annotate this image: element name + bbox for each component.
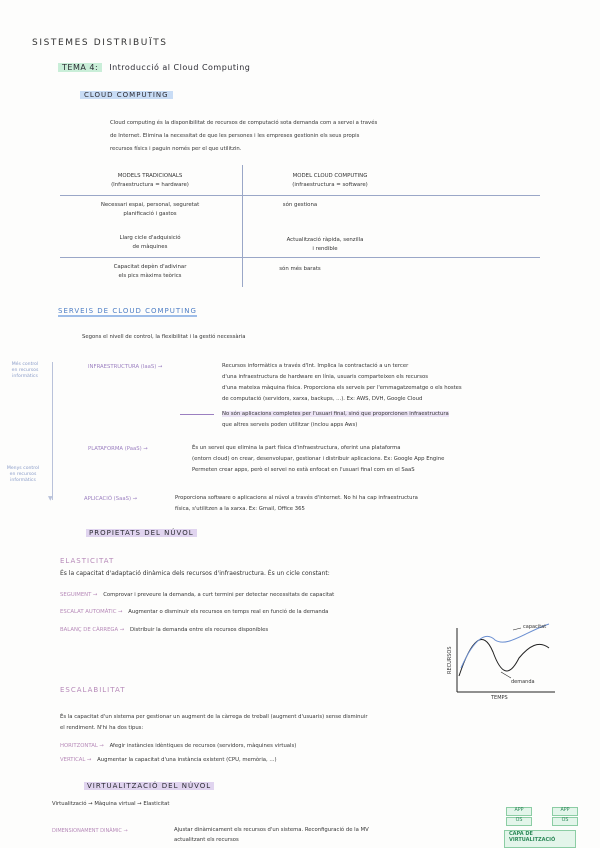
escal-def-line: el rendiment. N'hi ha dos tipus: bbox=[60, 725, 144, 731]
dim-line: Ajustar dinàmicament els recursos d'un sistema. Reconfiguració de la MV bbox=[174, 827, 369, 833]
table-cell bbox=[60, 234, 240, 252]
cloud-def-line: Cloud computing és la disponibilitat de recursos de computació sota demanda com a servei a través bbox=[110, 120, 378, 126]
table-cell bbox=[60, 263, 240, 281]
virtualitzacio-line: Virtualització → Màquina virtual → Elasticitat bbox=[52, 801, 170, 807]
table-cell bbox=[245, 265, 355, 274]
cell-line: i rendible bbox=[312, 246, 338, 252]
table-cell bbox=[260, 236, 390, 254]
paas-line: (entorn cloud) on crear, desenvolupar, gestionar i distribuir aplicacions. Ex: Google App Engine bbox=[192, 456, 445, 462]
saas-line: Proporciona software o aplicacions al núvol a través d'internet. No hi ha cap infraestructura bbox=[175, 495, 418, 501]
side-note-line: en recursos bbox=[9, 472, 37, 477]
escal-def-line: És la capacitat d'un sistema per gestionar un augment de la càrrega de treball (augment d'usuaris) sense disminuir bbox=[60, 714, 368, 720]
tema-heading bbox=[58, 63, 250, 72]
dimensionament-label: DIMENSIONAMENT DINÀMIC → bbox=[52, 828, 128, 834]
iaas-note-line: No són aplicacions completes per l'usuari final, sinó que proporcionen infraestructura bbox=[222, 411, 449, 417]
paas-label: PLATAFORMA (PaaS) → bbox=[88, 446, 148, 452]
iaas-note-arrow bbox=[180, 414, 214, 415]
chart-xlabel: TEMPS bbox=[491, 695, 508, 700]
propietats-heading-text: PROPIETATS DEL NÚVOL bbox=[86, 529, 197, 537]
escal-item-label: HORITZONTAL → bbox=[60, 743, 104, 749]
iaas-label: INFRAESTRUCTURA (IaaS) → bbox=[88, 364, 163, 370]
paas-line: Permeten crear apps, però el servei no està enfocat en l'usuari final com en el SaaS bbox=[192, 467, 415, 473]
table-header-divider bbox=[60, 195, 540, 196]
cell-line: Llarg cicle d'adquisició bbox=[119, 235, 181, 241]
cloud-def-line: recursos físics i paguin només per el que utilitzin. bbox=[110, 146, 242, 152]
table-row-divider bbox=[60, 257, 540, 258]
elasticitat-item-label: BALANÇ DE CÀRREGA → bbox=[60, 627, 125, 633]
header-line: (Infraestructura = hardware) bbox=[111, 182, 189, 188]
virtualitzacio-heading-text: VIRTUALITZACIÓ DEL NÚVOL bbox=[84, 782, 214, 790]
cloud-heading bbox=[80, 91, 173, 99]
iaas-note bbox=[222, 409, 592, 431]
os-box: OS bbox=[506, 817, 532, 826]
escal-item-label: VERTICAL → bbox=[60, 757, 92, 763]
elasticitat-item-label: ESCALAT AUTOMÀTIC → bbox=[60, 609, 123, 615]
cloud-heading-text: CLOUD COMPUTING bbox=[80, 91, 173, 99]
side-note-more-control bbox=[2, 362, 48, 380]
saas-label: APLICACIÓ (SaaS) → bbox=[84, 496, 138, 502]
demand-pointer bbox=[501, 672, 511, 678]
side-note-line: informàtics bbox=[10, 478, 36, 483]
app-box: APP bbox=[506, 807, 532, 816]
elasticitat-item-text: Distribuir la demanda entre els recursos disponibles bbox=[129, 627, 269, 633]
cell-line: són més barats bbox=[279, 266, 321, 272]
table-header-traditional bbox=[60, 172, 240, 190]
tema-label: TEMA 4: bbox=[58, 63, 102, 72]
virtualitzacio-heading bbox=[84, 782, 214, 790]
escalabilitat-item bbox=[60, 740, 600, 753]
saas-description bbox=[175, 493, 595, 515]
paas-description bbox=[192, 443, 592, 476]
iaas-description bbox=[222, 361, 592, 405]
iaas-line: d'una mateixa màquina física. Proporciona els serveis per l'emmagatzematge o els hostes bbox=[222, 385, 462, 391]
cell-line: els pics màxims teòrics bbox=[118, 273, 182, 279]
elasticitat-definition: És la capacitat d'adaptació dinàmica dels recursos d'infraestructura. És un cicle constant: bbox=[60, 570, 330, 577]
demand-curve bbox=[459, 640, 549, 676]
elasticitat-item bbox=[60, 589, 600, 602]
serveis-heading bbox=[58, 307, 197, 315]
cloud-def-line: de Internet. Elimina la necessitat de que les persones i les empreses gestionin els seus propis bbox=[110, 133, 360, 139]
cell-line: Actualització ràpida, senzilla bbox=[286, 237, 364, 243]
side-note-line: informàtics bbox=[12, 374, 38, 379]
control-arrow-line bbox=[52, 362, 53, 500]
escal-item-text: Augmentar la capacitat d'una instància existent (CPU, memòria, ...) bbox=[97, 757, 277, 763]
os-box: OS bbox=[552, 817, 578, 826]
serveis-heading-text: SERVEIS DE CLOUD COMPUTING bbox=[58, 307, 197, 315]
virtualization-layer-box: CAPA DE VIRTUALITZACIÓ bbox=[504, 830, 576, 848]
table-vertical-divider bbox=[242, 165, 243, 287]
iaas-line: de computació (servidors, xarxa, backups, ...). Ex: AWS, DVH, Google Cloud bbox=[222, 396, 423, 402]
saas-line: física, s'utilitzen a la xarxa. Ex: Gmail, Office 365 bbox=[175, 506, 305, 512]
iaas-line: d'una infraestructura de hardware en línia, usuaris comparteixen els recursos bbox=[222, 374, 428, 380]
iaas-note-line: que altres serveis poden utilitzar (inclou apps Aws) bbox=[222, 422, 358, 428]
header-line: (infraestructura = software) bbox=[292, 182, 368, 188]
elasticity-sketch bbox=[425, 618, 575, 700]
elasticitat-heading: ELASTICITAT bbox=[60, 557, 115, 565]
paas-line: És un servei que elimina la part física d'infraestructura, oferint una plataforma bbox=[192, 445, 401, 451]
side-note-less-control bbox=[0, 466, 46, 484]
side-note-line: Menys control bbox=[6, 466, 40, 471]
arrow-down-icon: ▼ bbox=[48, 495, 53, 502]
cell-line: Capacitat depèn d'adivinar bbox=[113, 264, 187, 270]
escalabilitat-heading: ESCALABILITAT bbox=[60, 686, 126, 694]
app-box: APP bbox=[552, 807, 578, 816]
elasticitat-item-label: SEGUIMENT → bbox=[60, 592, 98, 598]
cell-line: són gestiona bbox=[282, 202, 318, 208]
iaas-line: Recursos informàtics a través d'Int. Implica la contractació a un tercer bbox=[222, 363, 409, 369]
cell-line: planificació i gastos bbox=[123, 211, 177, 217]
header-line: MODELS TRADICIONALS bbox=[117, 173, 183, 179]
table-cell bbox=[60, 201, 240, 219]
side-note-line: Més control bbox=[11, 362, 39, 367]
document-title: SISTEMES DISTRIBUÏTS bbox=[32, 38, 168, 48]
propietats-heading bbox=[86, 529, 197, 537]
escalabilitat-item bbox=[60, 754, 600, 767]
capacity-pointer bbox=[513, 628, 521, 630]
cell-line: Necessari espai, personal, seguretat bbox=[100, 202, 200, 208]
dim-line: actualitzant els recursos bbox=[174, 837, 239, 843]
table-cell bbox=[245, 201, 355, 210]
cell-line: de màquines bbox=[132, 244, 168, 250]
tema-title: Introducció al Cloud Computing bbox=[109, 63, 251, 72]
elasticitat-item-text: Augmentar o disminuir els recursos en temps real en funció de la demanda bbox=[128, 609, 329, 615]
cloud-definition bbox=[110, 117, 580, 156]
chart-ylabel: RECURSOS bbox=[447, 646, 453, 674]
serveis-intro: Segons el nivell de control, la flexibilitat i la gestió necessària bbox=[82, 334, 246, 340]
escalabilitat-definition bbox=[60, 712, 595, 734]
capacity-curve bbox=[461, 624, 549, 668]
chart-capacitat-label: capacitat bbox=[523, 624, 547, 630]
escal-item-text: Afegir instàncies idèntiques de recursos (servidors, màquines virtuals) bbox=[109, 743, 297, 749]
dimensionament-text bbox=[174, 825, 494, 845]
table-header-cloud bbox=[245, 172, 415, 190]
header-line: MODEL CLOUD COMPUTING bbox=[292, 173, 368, 179]
chart-demanda-label: demanda bbox=[511, 679, 535, 685]
side-note-line: en recursos bbox=[11, 368, 39, 373]
elasticitat-item-text: Comprovar i preveure la demanda, a curt termini per detectar necessitats de capacitat bbox=[103, 592, 335, 598]
